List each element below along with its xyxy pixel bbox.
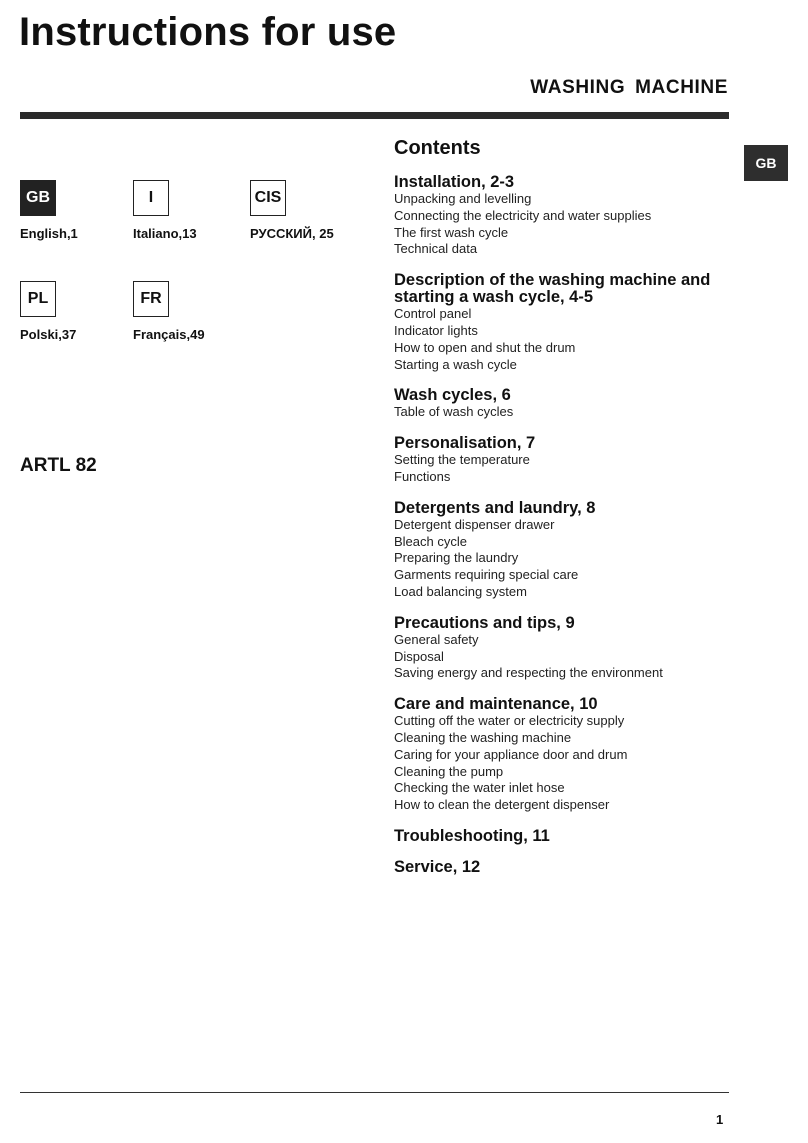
- contents-section: [394, 387, 724, 421]
- section-heading[interactable]: Precautions and tips, 9: [394, 613, 575, 632]
- language-label: Français,49: [133, 327, 205, 342]
- section-heading[interactable]: Detergents and laundry, 8: [394, 498, 596, 517]
- section-item[interactable]: Load balancing system: [394, 583, 527, 599]
- footer-divider: [20, 1092, 729, 1093]
- page-number: 1: [716, 1112, 724, 1127]
- contents-section: [394, 859, 724, 876]
- language-label: English,1: [20, 226, 78, 241]
- header-divider: [20, 112, 729, 119]
- language-label: Italiano,13: [133, 226, 197, 241]
- contents-title: Contents: [394, 137, 481, 159]
- language-code-box: FR: [133, 281, 169, 317]
- contents-section: [394, 696, 724, 814]
- section-item[interactable]: Table of wash cycles: [394, 404, 514, 420]
- section-item[interactable]: Starting a wash cycle: [394, 356, 517, 372]
- section-heading[interactable]: Personalisation, 7: [394, 434, 536, 453]
- section-item[interactable]: Cleaning the pump: [394, 763, 504, 779]
- language-label: РУССКИЙ, 25: [250, 226, 334, 241]
- contents-section: [394, 828, 724, 845]
- contents-section: [394, 272, 724, 373]
- section-item[interactable]: How to clean the detergent dispenser: [394, 797, 610, 813]
- section-item[interactable]: Detergent dispenser drawer: [394, 516, 555, 532]
- language-label: Polski,37: [20, 327, 77, 342]
- language-entry-i[interactable]: [133, 180, 243, 241]
- contents-section: [394, 615, 724, 682]
- section-item[interactable]: Garments requiring special care: [394, 567, 579, 583]
- language-code-box: I: [133, 180, 169, 216]
- page-title: Instructions for use: [19, 10, 397, 54]
- section-heading[interactable]: Care and maintenance, 10: [394, 695, 598, 714]
- language-entry-pl[interactable]: [20, 281, 130, 342]
- section-item[interactable]: Disposal: [394, 648, 444, 664]
- contents-list: [394, 137, 724, 890]
- section-heading[interactable]: Service, 12: [394, 857, 481, 876]
- contents-section: [394, 435, 724, 486]
- section-item[interactable]: Caring for your appliance door and drum: [394, 746, 628, 762]
- section-item[interactable]: Functions: [394, 468, 451, 484]
- section-item[interactable]: Unpacking and levelling: [394, 191, 532, 206]
- page-subtitle: WASHING MACHINE: [530, 77, 728, 98]
- section-item[interactable]: How to open and shut the drum: [394, 339, 576, 355]
- language-entry-cis[interactable]: [250, 180, 360, 241]
- language-side-tab: GB: [744, 145, 788, 181]
- section-item[interactable]: Cleaning the washing machine: [394, 729, 572, 745]
- section-item[interactable]: Indicator lights: [394, 322, 478, 338]
- section-item[interactable]: Saving energy and respecting the environment: [394, 665, 663, 681]
- section-item[interactable]: General safety: [394, 631, 479, 647]
- contents-section: [394, 500, 724, 601]
- section-item[interactable]: Cutting off the water or electricity supply: [394, 713, 625, 729]
- section-item[interactable]: Control panel: [394, 306, 472, 322]
- language-entry-gb[interactable]: [20, 180, 130, 241]
- section-item[interactable]: Checking the water inlet hose: [394, 780, 565, 796]
- section-heading[interactable]: Troubleshooting, 11: [394, 826, 550, 845]
- section-heading[interactable]: Installation, 2-3: [394, 173, 515, 191]
- contents-section: [394, 174, 724, 258]
- section-item[interactable]: Bleach cycle: [394, 533, 467, 549]
- section-heading[interactable]: Wash cycles, 6: [394, 386, 511, 405]
- language-code-box: GB: [20, 180, 56, 216]
- language-code-box: PL: [20, 281, 56, 317]
- section-item[interactable]: The first wash cycle: [394, 224, 509, 240]
- model-number: ARTL 82: [20, 455, 97, 476]
- section-item[interactable]: Connecting the electricity and water supplies: [394, 207, 652, 223]
- section-item[interactable]: Technical data: [394, 241, 478, 257]
- language-code-box: CIS: [250, 180, 286, 216]
- section-item[interactable]: Preparing the laundry: [394, 550, 519, 566]
- section-item[interactable]: Setting the temperature: [394, 452, 530, 468]
- language-entry-fr[interactable]: [133, 281, 243, 342]
- section-heading[interactable]: Description of the washing machine and starting a wash cycle, 4-5: [394, 271, 711, 307]
